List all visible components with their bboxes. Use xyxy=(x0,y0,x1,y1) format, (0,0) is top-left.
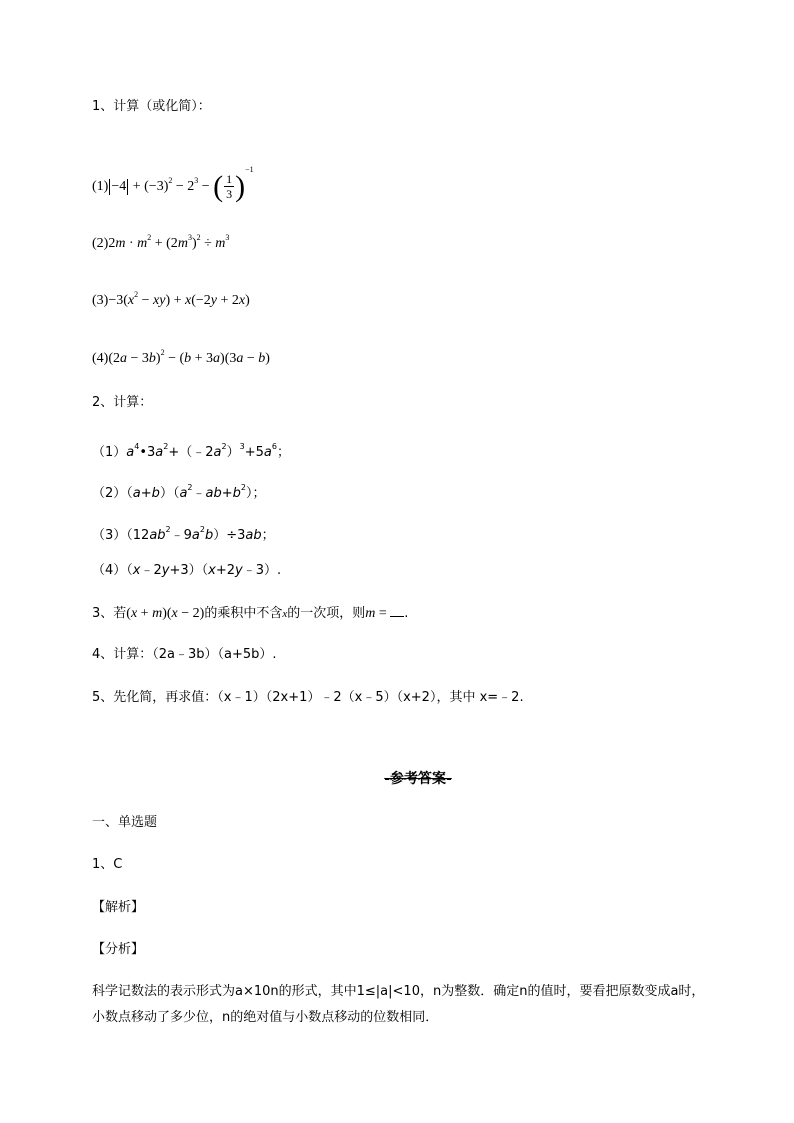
q5: 5、先化简，再求值：（x﹣1）（2x+1）﹣2（x﹣5）（x+2），其中 x=﹣2. xyxy=(92,690,524,705)
q1-part4: $(4)(2a - 3b)^2 - (b + 3a)(3a - b)$ xyxy=(92,348,270,366)
q3: 3、若(x + m)(x − 2)的乘积中不含x的一次项，则m = . xyxy=(92,606,409,621)
q1-part3-number: (3) xyxy=(92,293,109,308)
q1-part2: $(2)2m \cdot m^2 + (2m^3)^2 \div m^3$ xyxy=(92,233,230,251)
jiexi-label: 【解析】 xyxy=(92,900,145,915)
answer-blank xyxy=(390,604,404,617)
answers-title: -参考答案- xyxy=(384,771,452,787)
analysis-text: 科学记数法的表示形式为a×10n的形式，其中1≤|a|<10，n为整数．确定n的值时，要看把原数变成a时，小数点移动了多少位，n的绝对值与小数点移动的位数相同． xyxy=(92,984,705,1025)
fraction-one-third: $\frac{1}{3}$ xyxy=(226,172,233,202)
q1-part1: $(1) -4 + (-3)^2 - 2^3$ − ( $\frac{1}{3}$ )$^{-1}$ xyxy=(92,165,254,203)
q2-item2: $(2)(a+b)(a^2﹣ab+b^2)$； xyxy=(92,483,266,501)
q1-part2-number: (2) xyxy=(92,236,109,251)
q2-item4: （4）（x﹣2y+3）（x+2y﹣3）. xyxy=(92,563,282,578)
q1-part1-number: (1) xyxy=(92,179,109,194)
q1-header: 1、计算（或化简）： xyxy=(92,99,211,114)
q1-part4-number: (4) xyxy=(92,351,109,366)
q4: 4、计算：（2a﹣3b）（a+5b）. xyxy=(92,647,277,662)
q2-item3: $(3)(12ab^2﹣9a^2b)\div 3ab$； xyxy=(92,525,275,543)
q2-item1: $(1)a^4•3a^2+(﹣2a^2)^3+5a^6$； xyxy=(92,442,290,460)
answer-item-1: 1、C xyxy=(92,857,123,872)
q2-header: 2、计算： xyxy=(92,395,153,410)
q1-part3: $(3)-3(x^2 - xy) + x(-2y + 2x)$ xyxy=(92,290,250,308)
fenxi-label: 【分析】 xyxy=(92,942,145,957)
answers-section: 一、单选题 xyxy=(92,815,158,830)
